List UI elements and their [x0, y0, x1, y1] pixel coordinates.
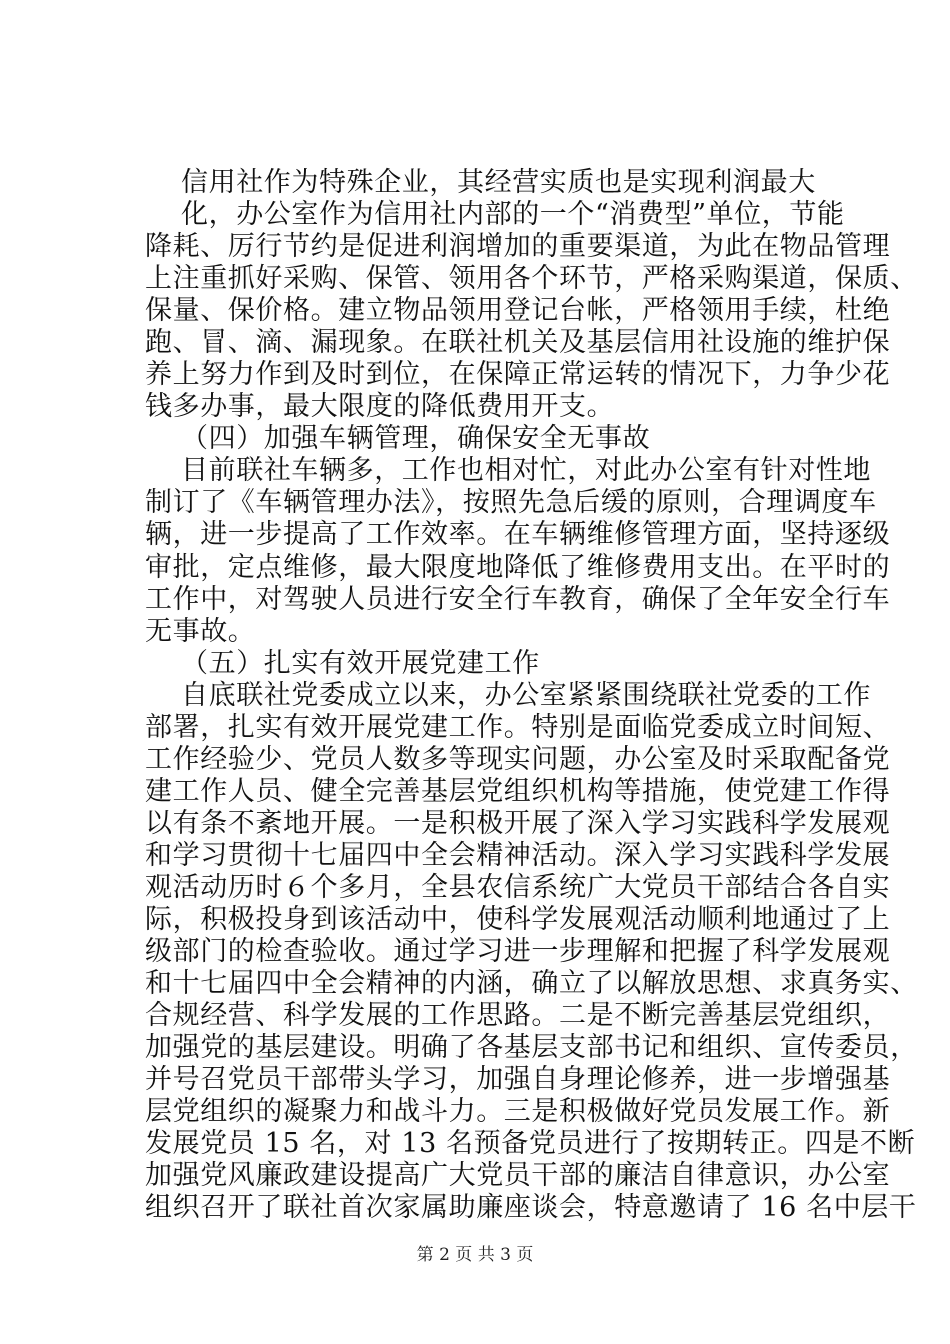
paragraph-line: 保量、保价格。建立物品领用登记台帐，严格领用手续，杜绝	[145, 295, 891, 326]
paragraph-line: 和十七届四中全会精神的内涵，确立了以解放思想、求真务实、	[145, 968, 918, 999]
paragraph-line: 跑、冒、滴、漏现象。在联社机关及基层信用社设施的维护保	[145, 327, 891, 358]
section-heading: （五）扎实有效开展党建工作	[181, 648, 540, 679]
paragraph-line: 无事故。	[145, 616, 256, 647]
paragraph-line: 工作经验少、党员人数多等现实问题，办公室及时采取配备党	[145, 744, 891, 775]
paragraph-line: 加强党的基层建设。明确了各基层支部书记和组织、宣传委员，	[145, 1032, 918, 1063]
paragraph-line: 合规经营、科学发展的工作思路。二是不断完善基层党组织，	[145, 1000, 891, 1031]
paragraph-line: 信用社作为特殊企业，其经营实质也是实现利润最大	[181, 167, 816, 198]
paragraph-line: 组织召开了联社首次家属助廉座谈会，特意邀请了 16 名中层干	[145, 1192, 917, 1223]
paragraph-line: 工作中，对驾驶人员进行安全行车教育，确保了全年安全行车	[145, 584, 891, 615]
paragraph-line: 发展党员 15 名，对 13 名预备党员进行了按期转正。四是不断	[145, 1128, 916, 1159]
paragraph-line: 和学习贯彻十七届四中全会精神活动。深入学习实践科学发展	[145, 840, 891, 871]
page-footer: 第 2 页 共 3 页	[416, 1245, 534, 1265]
paragraph-line: 层党组织的凝聚力和战斗力。三是积极做好党员发展工作。新	[145, 1096, 891, 1127]
paragraph-line: 部署，扎实有效开展党建工作。特别是面临党委成立时间短、	[145, 712, 891, 743]
paragraph-line: 级部门的检查验收。通过学习进一步理解和把握了科学发展观	[145, 936, 891, 967]
paragraph-line: 目前联社车辆多，工作也相对忙，对此办公室有针对性地	[181, 455, 871, 486]
paragraph-line: 养上努力作到及时到位，在保障正常运转的情况下，力争少花	[145, 359, 891, 390]
paragraph-line: 并号召党员干部带头学习，加强自身理论修养，进一步增强基	[145, 1064, 891, 1095]
paragraph-line: 钱多办事，最大限度的降低费用开支。	[145, 391, 615, 422]
paragraph-line: 加强党风廉政建设提高广大党员干部的廉洁自律意识，办公室	[145, 1160, 891, 1191]
paragraph-line: 降耗、厉行节约是促进利润增加的重要渠道，为此在物品管理	[145, 231, 891, 262]
paragraph-line: 际，积极投身到该活动中，使科学发展观活动顺利地通过了上	[145, 904, 891, 935]
paragraph-line: 制订了《车辆管理办法》，按照先急后缓的原则，合理调度车	[145, 487, 877, 518]
paragraph-line: 以有条不紊地开展。一是积极开展了深入学习实践科学发展观	[145, 808, 891, 839]
paragraph-line: 自底联社党委成立以来，办公室紧紧围绕联社党委的工作	[181, 680, 871, 711]
paragraph-line: 建工作人员、健全完善基层党组织机构等措施，使党建工作得	[145, 776, 891, 807]
paragraph-line: 观活动历时６个多月，全县农信系统广大党员干部结合各自实	[145, 872, 891, 903]
section-heading: （四）加强车辆管理，确保安全无事故	[181, 423, 651, 454]
paragraph-line: 审批，定点维修，最大限度地降低了维修费用支出。在平时的	[145, 552, 891, 583]
paragraph-line: 辆，进一步提高了工作效率。在车辆维修管理方面，坚持逐级	[145, 519, 891, 550]
paragraph-line: 上注重抓好采购、保管、领用各个环节，严格采购渠道，保质、	[145, 263, 918, 294]
paragraph-line: 化，办公室作为信用社内部的一个“消费型”单位，节能	[181, 199, 845, 230]
